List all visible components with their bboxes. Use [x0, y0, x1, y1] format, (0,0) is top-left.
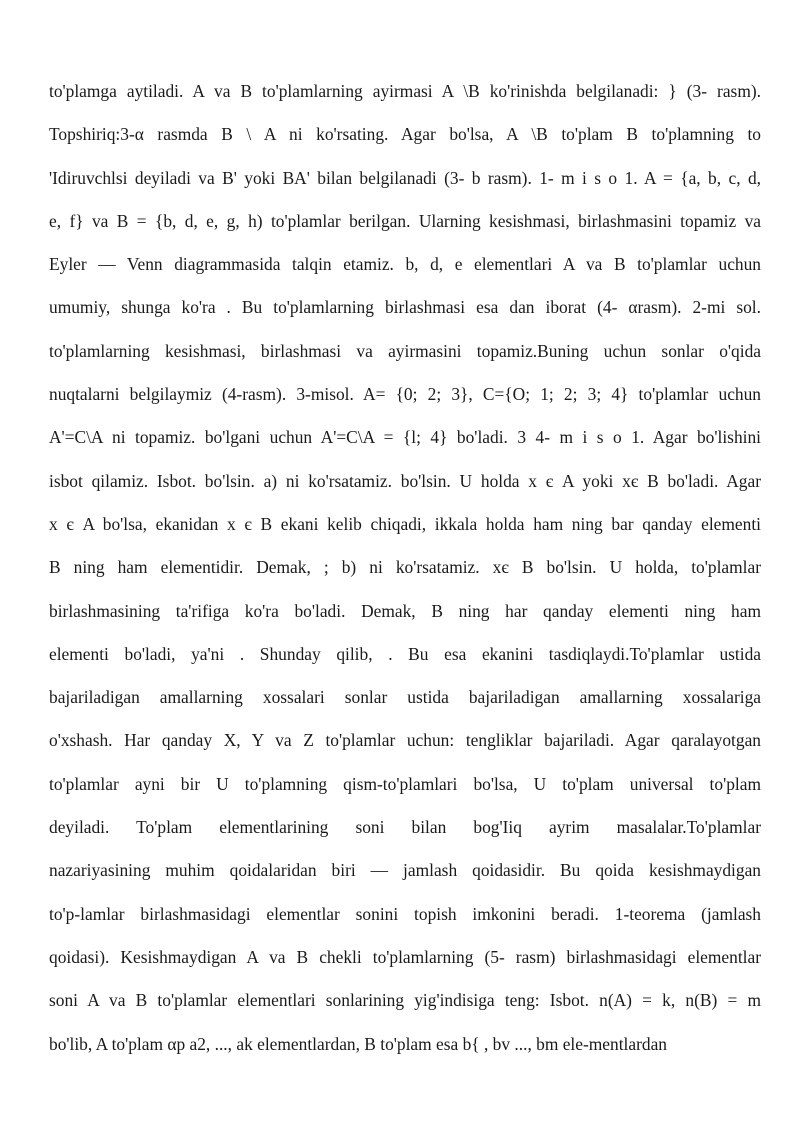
text-line: bajariladigan amallarning xossalari sonlar ustida bajariladigan amallarning xossalariga	[49, 687, 761, 708]
text-line: qoidasi). Kesishmaydigan A va B chekli to'plamlarning (5- rasm) birlashmasidagi elementlar	[49, 946, 761, 967]
text-line: bo'lib, A to'plam αp a2, ..., ak elementlardan, B to'plam esa b{ , bv ..., bm ele-mentlardan	[49, 1033, 667, 1054]
text-line: soni A va B to'plamlar elementlari sonlarining yig'indisiga teng: Isbot. n(A) = k, n(B) = m	[49, 990, 761, 1011]
text-line: to'plamlar ayni bir U to'plamning qism-to'plamlari bo'lsa, U to'plam universal to'plam	[49, 773, 761, 794]
text-line: 'Idiruvchlsi deyiladi va B' yoki BA' bilan belgilanadi (3- b rasm). 1- m i s o 1. A = {a, b, c, d,	[49, 167, 761, 188]
text-line: birlashmasining ta'rifiga ko'ra bo'ladi. Demak, B ning har qanday elementi ning ham	[49, 600, 761, 621]
text-line: nazariyasining muhim qoidalaridan biri — jamlash qoidasidir. Bu qoida kesishmaydigan	[49, 860, 761, 881]
text-line: Eyler — Venn diagrammasida talqin etamiz. b, d, e elementlari A va B to'plamlar uchun	[49, 254, 761, 275]
text-line: isbot qilamiz. Isbot. bo'lsin. a) ni ko'rsatamiz. bo'lsin. U holda x є A yoki xє B bo'ladi. Agar	[49, 470, 761, 491]
text-line: nuqtalarni belgilaymiz (4-rasm). 3-misol. A= {0; 2; 3}, C={O; 1; 2; 3; 4} to'plamlar uchun	[49, 384, 761, 405]
document-body-text	[49, 70, 761, 1066]
text-line: A'=C\A ni topamiz. bo'lgani uchun A'=C\A = {l; 4} bo'ladi. 3 4- m i s o 1. Agar bo'lishini	[49, 427, 761, 448]
text-line: x є A bo'lsa, ekanidan x є B ekani kelib chiqadi, ikkala holda ham ning bar qanday elementi	[49, 513, 761, 534]
text-line: o'xshash. Har qanday X, Y va Z to'plamlar uchun: tengliklar bajariladi. Agar qaralayotgan	[49, 730, 761, 751]
text-line: umumiy, shunga ko'ra . Bu to'plamlarning birlashmasi esa dan iborat (4- αrasm). 2-mi sol.	[49, 297, 761, 318]
text-line: B ning ham elementidir. Demak, ; b) ni ko'rsatamiz. xє B bo'lsin. U holda, to'plamlar	[49, 557, 761, 578]
text-line: e, f} va B = {b, d, e, g, h) to'plamlar berilgan. Ularning kesishmasi, birlashmasini topamiz va	[49, 210, 761, 231]
text-line: deyiladi. To'plam elementlarining soni bilan bog'Iiq ayrim masalalar.To'plamlar	[49, 817, 761, 838]
text-line: to'p-lamlar birlashmasidagi elementlar sonini topish imkonini beradi. 1-teorema (jamlash	[49, 903, 761, 924]
text-line: Topshiriq:3-α rasmda B \ A ni ko'rsating. Agar bo'lsa, A \B to'plam B to'plamning to	[49, 124, 761, 145]
text-line: to'plamga aytiladi. A va B to'plamlarning ayirmasi A \B ko'rinishda belgilanadi: } (3- rasm).	[49, 81, 761, 101]
text-line: to'plamlarning kesishmasi, birlashmasi va ayirmasini topamiz.Buning uchun sonlar o'qida	[49, 340, 761, 361]
text-line: elementi bo'ladi, ya'ni . Shunday qilib, . Bu esa ekanini tasdiqlaydi.To'plamlar ustida	[49, 643, 761, 664]
